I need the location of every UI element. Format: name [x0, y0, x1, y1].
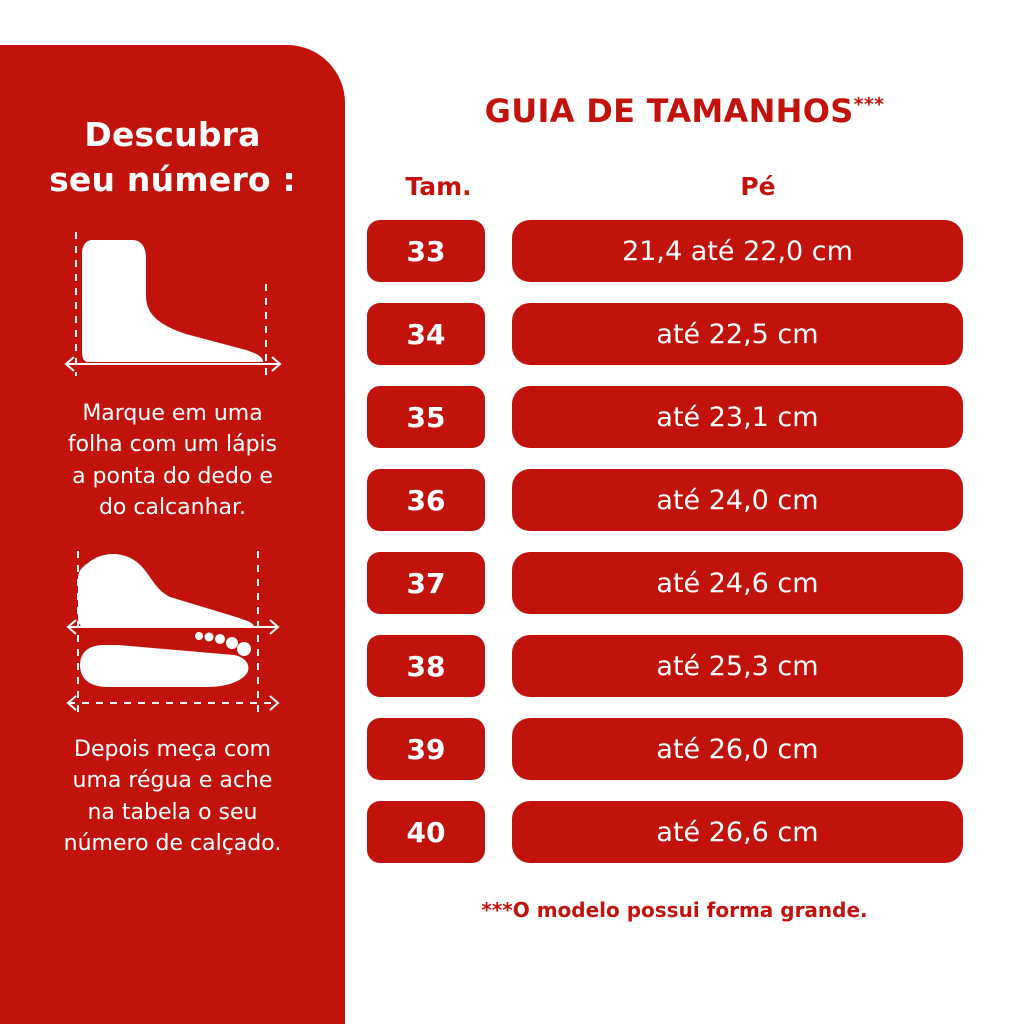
table-row: [345, 220, 1024, 282]
cell-size: 35: [367, 386, 485, 448]
step-two-block: [0, 545, 345, 859]
cell-foot-length: até 26,6 cm: [512, 801, 963, 863]
cell-size: 36: [367, 469, 485, 531]
foot-side-and-top-measure-icon: [0, 545, 345, 720]
step-one-caption: [0, 398, 345, 523]
cell-size: 33: [367, 220, 485, 282]
cell-foot-length: até 24,6 cm: [512, 552, 963, 614]
page-title: [345, 92, 1024, 130]
instructions-title-line1: Descubra: [84, 115, 261, 154]
cell-size: 34: [367, 303, 485, 365]
column-header-size: Tam.: [405, 172, 472, 201]
cell-foot-length: 21,4 até 22,0 cm: [512, 220, 963, 282]
caption2-line3: na tabela o seu: [87, 799, 258, 825]
caption1-line1: Marque em uma: [82, 401, 263, 427]
table-row: [345, 635, 1024, 697]
caption2-line2: uma régua e ache: [72, 768, 273, 794]
cell-foot-length: até 26,0 cm: [512, 718, 963, 780]
caption1-line3: a ponta do dedo e: [72, 463, 273, 489]
cell-foot-length: até 22,5 cm: [512, 303, 963, 365]
instructions-title: [0, 113, 345, 202]
cell-size: 39: [367, 718, 485, 780]
cell-foot-length: até 24,0 cm: [512, 469, 963, 531]
instructions-panel: [0, 45, 345, 1024]
page-title-stars: ***: [853, 93, 885, 116]
table-row: [345, 469, 1024, 531]
column-header-foot: Pé: [740, 172, 776, 201]
table-row: [345, 718, 1024, 780]
step-two-caption: [0, 734, 345, 859]
cell-size: 40: [367, 801, 485, 863]
size-table-panel: [345, 0, 1024, 1024]
caption1-line4: do calcanhar.: [98, 494, 247, 520]
table-row: [345, 552, 1024, 614]
foot-side-outline-icon: [0, 224, 345, 384]
step-one-block: [0, 224, 345, 523]
instructions-title-line2: seu número :: [49, 159, 296, 199]
table-row: [345, 386, 1024, 448]
cell-foot-length: até 23,1 cm: [512, 386, 963, 448]
cell-size: 38: [367, 635, 485, 697]
caption1-line2: folha com um lápis: [67, 432, 278, 458]
footnote: ***O modelo possui forma grande.: [481, 898, 868, 922]
caption2-line1: Depois meça com: [74, 737, 271, 763]
table-row: [345, 801, 1024, 863]
table-row: [345, 303, 1024, 365]
cell-foot-length: até 25,3 cm: [512, 635, 963, 697]
size-table: [345, 220, 1024, 884]
table-header-row: [345, 172, 1024, 201]
caption2-line4: número de calçado.: [63, 830, 282, 856]
cell-size: 37: [367, 552, 485, 614]
page-title-text: GUIA DE TAMANHOS: [484, 92, 854, 130]
